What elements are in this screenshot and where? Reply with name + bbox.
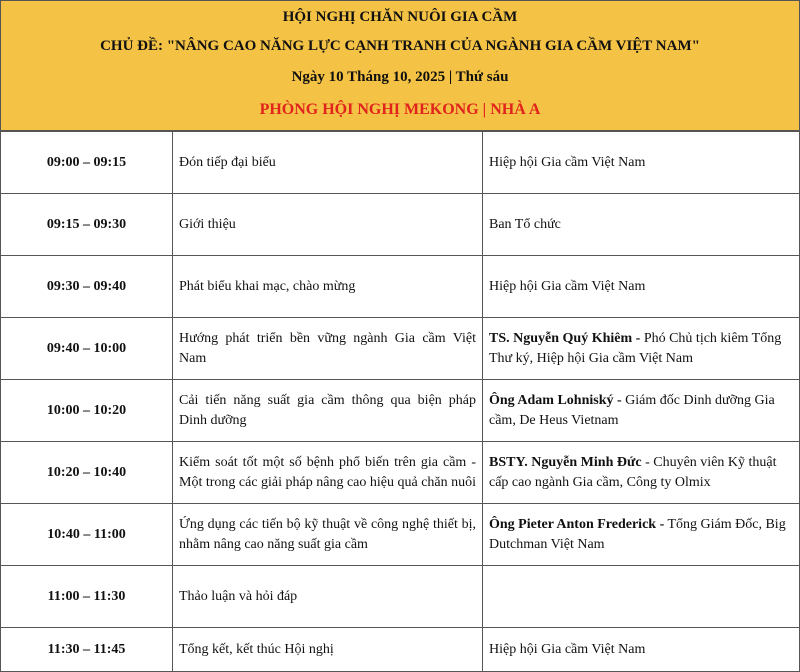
agenda-speaker	[483, 380, 800, 442]
speaker-role: Hiệp hội Gia cầm Việt Nam	[489, 154, 646, 170]
agenda-topic	[173, 566, 483, 628]
agenda-time: 10:20 – 10:40	[1, 442, 173, 504]
agenda-row	[1, 442, 800, 504]
agenda-topic-text: Phát biểu khai mạc, chào mừng	[179, 278, 356, 294]
agenda-topic-text: Tổng kết, kết thúc Hội nghị	[179, 641, 334, 657]
speaker-role: Tổng Giám Đốc, Big Dutchman Việt Nam	[489, 516, 786, 552]
conference-venue: PHÒNG HỘI NGHỊ MEKONG | NHÀ A	[259, 101, 541, 118]
agenda-row	[1, 380, 800, 442]
agenda-speaker	[483, 566, 800, 628]
agenda-topic	[173, 132, 483, 194]
agenda-speaker	[483, 442, 800, 504]
agenda-topic	[173, 380, 483, 442]
agenda-speaker	[483, 504, 800, 566]
speaker-role: Hiệp hội Gia cầm Việt Nam	[489, 641, 646, 657]
speaker-name: TS. Nguyễn Quý Khiêm -	[489, 330, 641, 346]
agenda-topic-text: Đón tiếp đại biểu	[179, 154, 276, 170]
agenda-row	[1, 132, 800, 194]
agenda-topic	[173, 442, 483, 504]
agenda-topic-text: Giới thiệu	[179, 216, 236, 232]
agenda-row	[1, 256, 800, 318]
agenda-topic	[173, 256, 483, 318]
agenda-topic	[173, 628, 483, 672]
conference-title: HỘI NGHỊ CHĂN NUÔI GIA CẦM	[282, 9, 518, 25]
agenda-speaker	[483, 132, 800, 194]
agenda-speaker	[483, 628, 800, 672]
agenda-speaker	[483, 256, 800, 318]
agenda-speaker	[483, 194, 800, 256]
speaker-name: Ông Adam Lohniský -	[489, 392, 622, 408]
agenda-topic	[173, 194, 483, 256]
speaker-role: Ban Tổ chức	[489, 216, 561, 232]
speaker-name: Ông Pieter Anton Frederick -	[489, 516, 665, 532]
speaker-name: BSTY. Nguyễn Minh Đức	[489, 454, 642, 470]
agenda-time: 10:40 – 11:00	[1, 504, 173, 566]
agenda-time: 11:30 – 11:45	[1, 628, 173, 672]
agenda-time: 11:00 – 11:30	[1, 566, 173, 628]
agenda-table	[0, 131, 800, 672]
conference-theme: CHỦ ĐỀ: "NÂNG CAO NĂNG LỰC CẠNH TRANH CỦA NGÀNH GIA CẦM VIỆT NAM"	[100, 38, 700, 54]
agenda-speaker	[483, 318, 800, 380]
speaker-role: Giám đốc Dinh dưỡng Gia cầm, De Heus Vietnam	[489, 392, 775, 428]
agenda-topic-text: Hướng phát triển bền vững ngành Gia cầm Việt Nam	[179, 330, 476, 366]
agenda-topic	[173, 318, 483, 380]
agenda-time: 09:15 – 09:30	[1, 194, 173, 256]
agenda-row	[1, 504, 800, 566]
speaker-role: - Chuyên viên Kỹ thuật cấp cao ngành Gia cầm, Công ty Olmix	[489, 454, 777, 490]
agenda-time: 09:40 – 10:00	[1, 318, 173, 380]
agenda-topic-text: Cải tiến năng suất gia cầm thông qua biện pháp Dinh dưỡng	[179, 392, 476, 428]
agenda-row	[1, 628, 800, 672]
agenda-topic	[173, 504, 483, 566]
agenda-header	[0, 0, 800, 131]
agenda-topic-text: Thảo luận và hỏi đáp	[179, 588, 298, 604]
agenda-row	[1, 194, 800, 256]
agenda-time: 10:00 – 10:20	[1, 380, 173, 442]
speaker-role: Phó Chủ tịch kiêm Tổng Thư ký, Hiệp hội Gia cầm Việt Nam	[489, 330, 782, 366]
agenda-time: 09:00 – 09:15	[1, 132, 173, 194]
agenda-time: 09:30 – 09:40	[1, 256, 173, 318]
speaker-role: Hiệp hội Gia cầm Việt Nam	[489, 278, 646, 294]
agenda-row	[1, 566, 800, 628]
agenda-topic-text: Ứng dụng các tiến bộ kỹ thuật về công nghệ thiết bị, nhằm nâng cao năng suất gia cầm	[179, 516, 476, 552]
conference-date: Ngày 10 Tháng 10, 2025 | Thứ sáu	[291, 69, 509, 85]
agenda-row	[1, 318, 800, 380]
agenda-topic-text: Kiểm soát tốt một số bệnh phổ biến trên gia cầm - Một trong các giải pháp nâng cao hiệu quả chăn nuôi	[179, 454, 477, 490]
